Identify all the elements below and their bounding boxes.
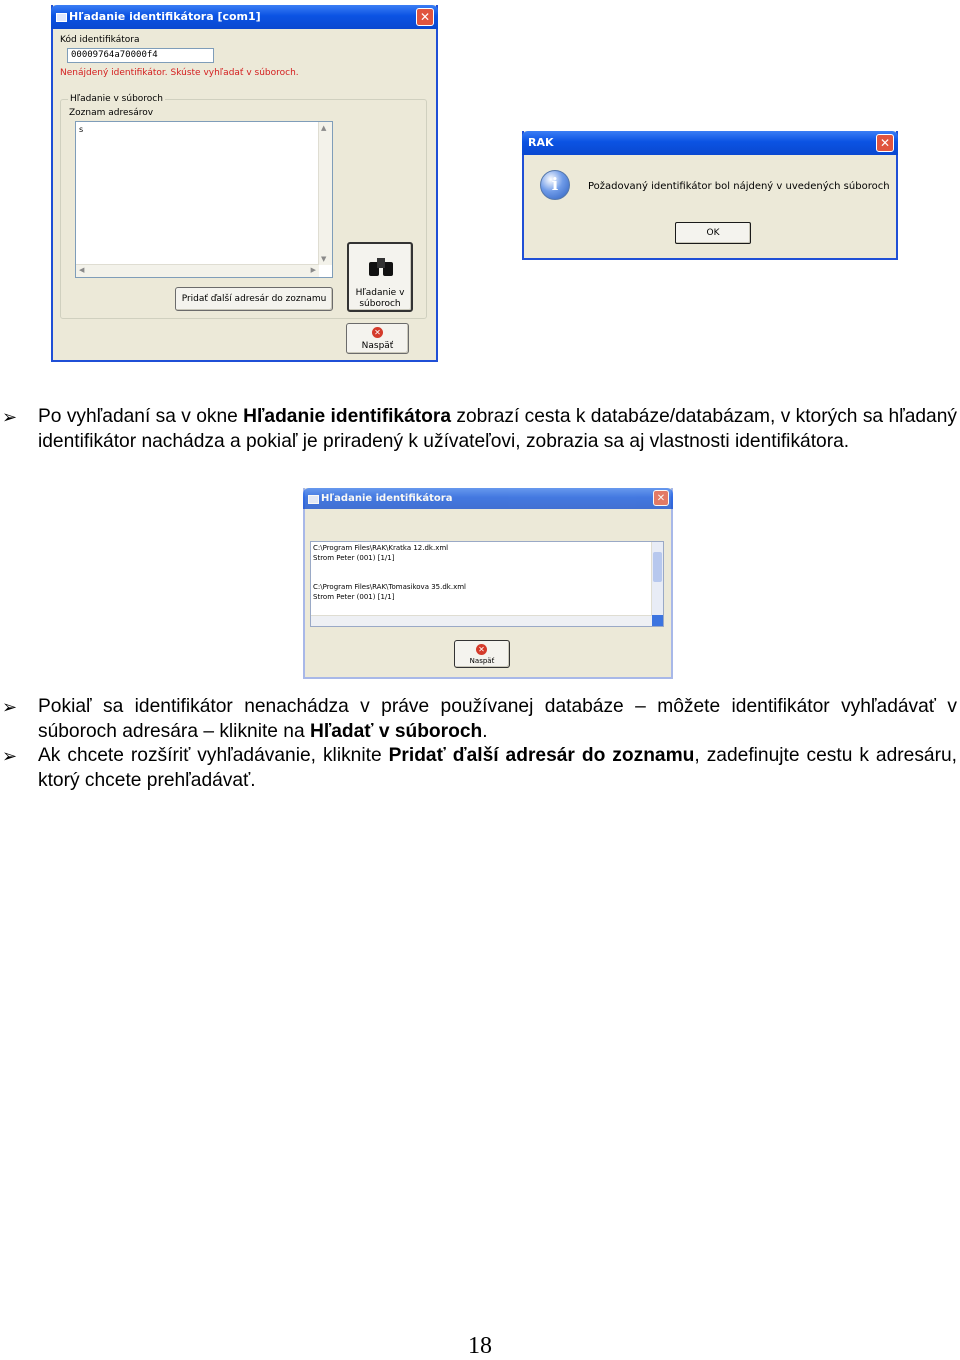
scroll-left-icon[interactable]: ◀ [79, 266, 85, 274]
text-run: Ak chcete rozšíriť vyhľadávanie, kliknite [38, 745, 389, 766]
close-icon[interactable]: ✕ [876, 134, 894, 152]
text-bold: Hľadanie identifikátora [243, 406, 452, 427]
rak-message-dialog [522, 131, 898, 260]
result-owner-2: Strom Peter (001) [1/1] [313, 593, 395, 601]
search-in-files-button[interactable] [347, 242, 413, 312]
back-button-label: Naspäť [469, 657, 495, 665]
result-owner-1: Strom Peter (001) [1/1] [313, 554, 395, 562]
paragraph-text [38, 695, 957, 744]
cancel-icon: ✕ [372, 327, 383, 338]
text-run: . [482, 720, 488, 742]
close-icon[interactable]: ✕ [653, 490, 669, 506]
close-icon[interactable]: ✕ [416, 8, 434, 26]
ok-button[interactable] [675, 222, 751, 244]
result-path-2[interactable]: C:\Program Files\RAK\Tomasikova 35.dk.xml [313, 583, 466, 591]
text-run: Po vyhľadaní sa v okne [38, 406, 244, 427]
directory-list-item[interactable]: s [79, 125, 84, 134]
results-dialog-title: Hľadanie identifikátora [321, 493, 453, 504]
search-dialog-titlebar[interactable] [51, 5, 438, 29]
results-list[interactable] [310, 541, 664, 627]
id-input[interactable]: 00009764a70000f4 [67, 48, 214, 63]
directory-list-hscroll[interactable] [76, 264, 319, 277]
result-path-1[interactable]: C:\Program Files\RAK\Kratka 12.dk.xml [313, 544, 449, 552]
cancel-icon: ✕ [476, 644, 487, 655]
results-hscroll[interactable] [311, 615, 652, 626]
text-run: zobrazí cesta k databáze/databázam, v ktorých sa hľadaný identifikátor nachádza a pokiaľ je priradený k užívateľovi, zobrazia sa aj vlastnosti identifikátora. [38, 406, 957, 452]
bullet-arrow-icon: ➢ [2, 697, 18, 717]
scroll-up-icon[interactable]: ▲ [321, 124, 327, 132]
search-identifier-dialog [51, 5, 438, 362]
directory-list[interactable] [75, 121, 333, 278]
search-results-dialog [303, 488, 673, 679]
info-icon: i [540, 170, 570, 200]
back-button[interactable] [346, 323, 409, 354]
scroll-end-block [652, 615, 663, 626]
results-vscroll[interactable] [651, 542, 663, 626]
add-directory-button-label: Pridať ďalší adresár do zoznamu [181, 294, 327, 304]
bullet-arrow-icon: ➢ [2, 746, 18, 766]
window-icon [308, 495, 319, 504]
error-message: Nenájdený identifikátor. Skúste vyhľadať v súboroch. [60, 68, 299, 78]
window-icon [56, 13, 67, 22]
id-label: Kód identifikátora [60, 35, 140, 45]
scroll-right-icon[interactable]: ▶ [310, 266, 316, 274]
paragraph-text [38, 405, 957, 454]
search-dialog-title: Hľadanie identifikátora [com1] [69, 10, 261, 23]
directory-list-vscroll[interactable] [318, 122, 332, 265]
text-run: , zadefinujte cestu k adresáru, ktorý chcete prehľadávať. [38, 745, 957, 791]
text-bold: Hľadať v súboroch [309, 720, 483, 742]
rak-message: Požadovaný identifikátor bol nájdený v uvedených súboroch [588, 181, 890, 192]
paragraph-text [38, 744, 957, 793]
add-directory-button[interactable] [175, 287, 333, 311]
bullet-arrow-icon: ➢ [2, 407, 18, 427]
results-dialog-titlebar[interactable] [303, 488, 673, 509]
search-in-files-label-2: súboroch [359, 299, 401, 309]
back-button-label: Naspäť [361, 341, 394, 351]
search-files-group [60, 94, 427, 319]
list-label: Zoznam adresárov [69, 108, 154, 118]
search-in-files-label-1: Hľadanie v [355, 288, 405, 298]
text-bold: Pridať ďalší adresár do zoznamu [388, 745, 695, 766]
rak-dialog-title: RAK [528, 136, 554, 149]
page-number: 18 [468, 1333, 492, 1359]
group-title: Hľadanie v súboroch [70, 94, 163, 104]
text-run: Pokiaľ sa identifikátor nenachádza v práve používanej databáze – môžete identifikátor vyhľadávať v súboroch adresára – kliknite na [38, 696, 957, 742]
rak-dialog-titlebar[interactable] [522, 131, 898, 155]
binoculars-icon [369, 258, 393, 276]
back-button[interactable] [454, 640, 510, 668]
ok-button-label: OK [706, 228, 720, 238]
scroll-down-icon[interactable]: ▼ [321, 255, 327, 263]
scroll-thumb[interactable] [653, 552, 662, 582]
